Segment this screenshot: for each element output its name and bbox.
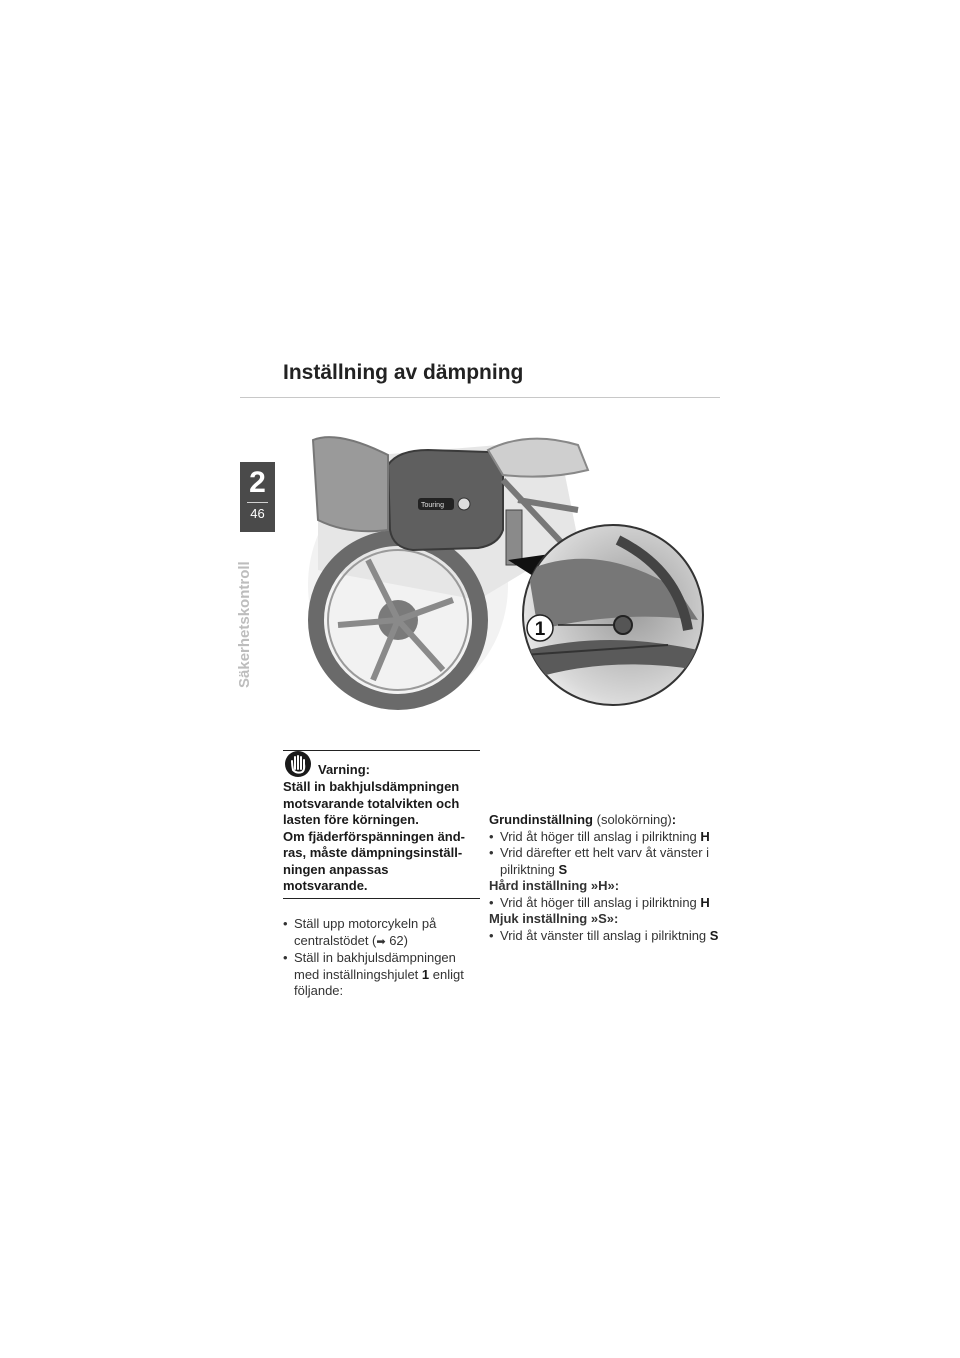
warning-label: Varning: xyxy=(318,762,371,777)
title-divider xyxy=(240,397,720,398)
warning-bottom-rule xyxy=(283,898,480,899)
soft-setting-steps xyxy=(489,928,719,945)
basic-setting-steps xyxy=(489,829,719,879)
hard-setting-steps xyxy=(489,895,719,912)
list-item: • Vrid åt höger till anslag i pilriktning H xyxy=(489,895,719,912)
page-number: 46 xyxy=(250,506,265,521)
list-item: • Ställ upp motorcykeln på centralstödet (➡ 62) xyxy=(283,916,483,950)
procedure-steps xyxy=(283,916,483,1000)
list-item: • Vrid därefter ett helt varv åt vänster i pilriktning S xyxy=(489,845,719,878)
stop-hand-icon xyxy=(284,750,312,778)
list-item: • Ställ in bakhjulsdämpningen med inställningshjulet 1 enligt följande: xyxy=(283,950,483,1000)
basic-setting-heading: Grundinställning (solokörning): xyxy=(489,812,677,827)
hard-setting-heading: Hård inställning »H»: xyxy=(489,878,620,893)
list-item: • Vrid åt vänster till anslag i pilriktning S xyxy=(489,928,719,945)
soft-setting-heading: Mjuk inställning »S»: xyxy=(489,911,619,926)
chapter-divider xyxy=(247,502,268,503)
chapter-tab xyxy=(240,462,275,532)
warning-text: Ställ in bakhjulsdämpningen motsvarande totalvikten och lasten före körningen. Om fjäderförspänningen änd- ras, måste dämpningsinställ- ningen anpassas motsvarande. xyxy=(283,779,466,893)
motorcycle-illustration xyxy=(278,420,708,720)
settings-column xyxy=(489,812,719,944)
list-item: • Vrid åt höger till anslag i pilriktning H xyxy=(489,829,719,846)
shock-absorber xyxy=(506,510,522,565)
chapter-side-label: Säkerhetskontroll xyxy=(236,561,253,688)
case-badge: Touring xyxy=(421,502,444,509)
warning-top-rule xyxy=(283,750,480,751)
page-title: Inställning av dämpning xyxy=(283,361,524,384)
arrow-right-icon: ➡ xyxy=(376,935,386,948)
callout-1-label: 1 xyxy=(534,619,546,640)
chapter-number: 2 xyxy=(249,466,266,499)
